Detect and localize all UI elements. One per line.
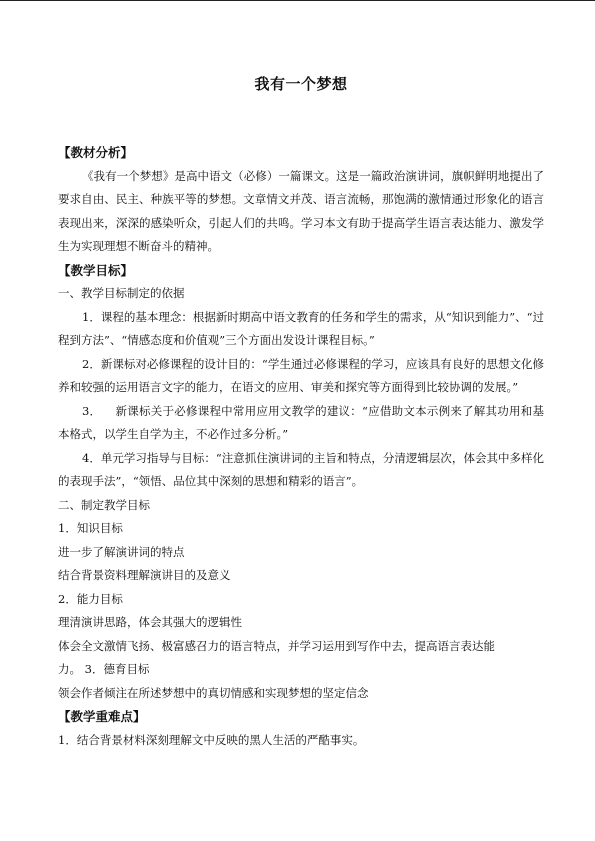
- document-page: [58, 0, 544, 841]
- moral-item-1: 领会作者倾注在所述梦想中的真切情感和实现梦想的坚定信念: [58, 685, 369, 700]
- ability-title: 2．能力目标: [58, 591, 123, 606]
- document-title: 我有一个梦想: [254, 75, 348, 93]
- basis-item-2: 2．新课标对必修课程的设计目的：“学生通过必修课程的学习，应该具有良好的思想文化修养和较强的运用语言文字的能力，在语文的应用、审美和探究等方面得到比较协调的发展。”: [58, 356, 544, 394]
- heading-goals: 【教学目标】: [58, 262, 134, 278]
- basis-item-3-number: 3．: [82, 403, 102, 418]
- basis-item-4: 4．单元学习指导与目标：“注意抓住演讲词的主旨和特点，分清逻辑层次，体会其中多样化的表现手法”，“领悟、品位其中深刻的思想和精彩的语言”。: [58, 450, 544, 488]
- ability-item-2-cont-moral-title: 力。 3．德育目标: [58, 662, 150, 676]
- document-body: [58, 141, 544, 752]
- ability-item-2: 体会全文激情飞扬、极富感召力的语言特点，并学习运用到写作中去，提高语言表达能: [58, 638, 495, 653]
- goals-make-title: 二、制定教学目标: [58, 497, 150, 512]
- basis-item-3-text: 新课标关于必修课程中常用应用文教学的建议：“应借助文本示例来了解其功用和基本格式，以学生自学为主，不必作过多分析。”: [58, 403, 544, 441]
- basis-item-3: [58, 400, 544, 447]
- key-point-item-1: 1．结合背景材料深刻理解文中反映的黑人生活的严酷事实。: [58, 732, 365, 747]
- heading-key-points: 【教学重难点】: [58, 709, 146, 724]
- knowledge-item-2: 结合背景资料理解演讲目的及意义: [58, 568, 231, 582]
- analysis-paragraph: 《我有一个梦想》是高中语文（必修）一篇课文。这是一篇政治演讲词，旗帜鲜明地提出了要求自由、民主、种族平等的梦想。文章情文并茂、语言流畅，那饱满的激情通过形象化的语言表现出来，深深的感染听众，引起人们的共鸣。学习本文有助于提高学生语言表达能力、激发学生为实现理想不断奋斗的精神。: [58, 168, 544, 253]
- knowledge-title: 1．知识目标: [58, 521, 123, 535]
- knowledge-item-1: 进一步了解演讲词的特点: [58, 544, 185, 559]
- goals-basis-title: 一、教学目标制定的依据: [58, 286, 185, 300]
- ability-item-1: 理清演讲思路，体会其强大的逻辑性: [58, 615, 242, 629]
- basis-item-1: 1．课程的基本理念：根据新时期高中语文教育的任务和学生的需求，从“知识到能力”、“过程到方法”、“情感态度和价值观”三个方面出发设计课程目标。”: [58, 309, 544, 347]
- heading-analysis: 【教材分析】: [58, 145, 134, 160]
